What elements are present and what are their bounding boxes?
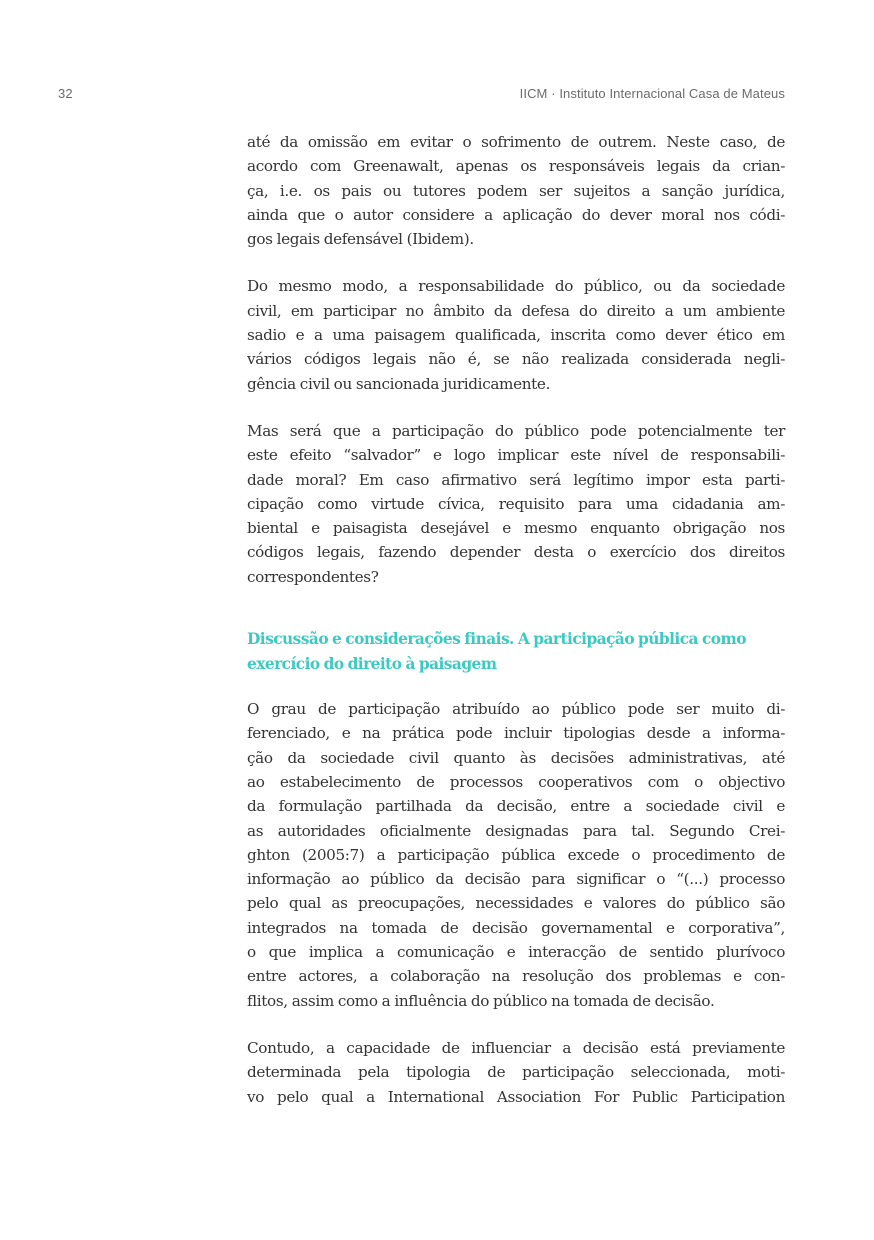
- text-line: ça, i.e. os pais ou tutores podem ser sujeitos a sanção jurídica,: [247, 181, 785, 200]
- text-line: cipação como virtude cívica, requisito para uma cidadania am-: [247, 494, 785, 513]
- text-line: até da omissão em evitar o sofrimento de outrem. Neste caso, de: [247, 133, 785, 151]
- paragraph: [247, 274, 785, 395]
- text-line: integrados na tomada de decisão governamental e corporativa”,: [247, 918, 785, 937]
- text-line: o que implica a comunicação e interacção de sentido plurívoco: [247, 943, 785, 962]
- text-line: O grau de participação atribuído ao público pode ser muito di-: [247, 700, 785, 719]
- section-heading-line: Discussão e considerações finais. A participação pública como: [247, 630, 746, 649]
- text-line: Contudo, a capacidade de influenciar a decisão está previamente: [247, 1038, 785, 1057]
- text-line: ainda que o autor considere a aplicação do dever moral nos códi-: [247, 205, 785, 224]
- body-column: [247, 130, 785, 1132]
- section-heading-line: exercício do direito à paisagem: [247, 655, 497, 674]
- text-line: gos legais defensável (Ibidem).: [247, 230, 474, 249]
- text-line: acordo com Greenawalt, apenas os responsáveis legais da crian-: [247, 157, 785, 176]
- text-line: vários códigos legais não é, se não realizada considerada negli-: [247, 350, 785, 369]
- paragraph: [247, 1036, 785, 1109]
- section-heading: [247, 627, 785, 677]
- paragraph: [247, 697, 785, 1013]
- text-line: determinada pela tipologia de participação seleccionada, moti-: [247, 1063, 785, 1082]
- text-line: da formulação partilhada da decisão, entre a sociedade civil e: [247, 797, 785, 816]
- paragraph: [247, 419, 785, 589]
- text-line: Mas será que a participação do público pode potencialmente ter: [247, 421, 785, 440]
- page-number: 32: [58, 86, 73, 101]
- running-header: IICM · Instituto Internacional Casa de Mateus: [519, 86, 785, 101]
- text-line: entre actores, a colaboração na resolução dos problemas e con-: [247, 967, 785, 986]
- text-line: este efeito “salvador” e logo implicar este nível de responsabili-: [247, 446, 785, 465]
- text-line: correspondentes?: [247, 567, 379, 586]
- text-line: Do mesmo modo, a responsabilidade do público, ou da sociedade: [247, 277, 785, 296]
- text-line: informação ao público da decisão para significar o “(...) processo: [247, 870, 785, 889]
- text-line: ao estabelecimento de processos cooperativos com o objectivo: [247, 772, 785, 791]
- text-line: sadio e a uma paisagem qualificada, inscrita como dever ético em: [247, 326, 785, 345]
- text-line: as autoridades oficialmente designadas para tal. Segundo Crei-: [247, 821, 785, 840]
- paragraph: [247, 130, 785, 251]
- text-line: ferenciado, e na prática pode incluir tipologias desde a informa-: [247, 724, 785, 743]
- text-line: ção da sociedade civil quanto às decisões administrativas, até: [247, 748, 785, 767]
- text-line: vo pelo qual a International Association For Public Participation: [247, 1087, 785, 1106]
- text-line: gência civil ou sancionada juridicamente.: [247, 374, 551, 393]
- text-line: flitos, assim como a influência do público na tomada de decisão.: [247, 991, 715, 1010]
- text-line: biental e paisagista desejável e mesmo enquanto obrigação nos: [247, 519, 785, 538]
- text-line: civil, em participar no âmbito da defesa do direito a um ambiente: [247, 301, 785, 320]
- text-line: ghton (2005:7) a participação pública excede o procedimento de: [247, 845, 785, 864]
- text-line: códigos legais, fazendo depender desta o exercício dos direitos: [247, 543, 785, 562]
- text-line: pelo qual as preocupações, necessidades e valores do público são: [247, 894, 785, 913]
- text-line: dade moral? Em caso afirmativo será legítimo impor esta parti-: [247, 470, 785, 489]
